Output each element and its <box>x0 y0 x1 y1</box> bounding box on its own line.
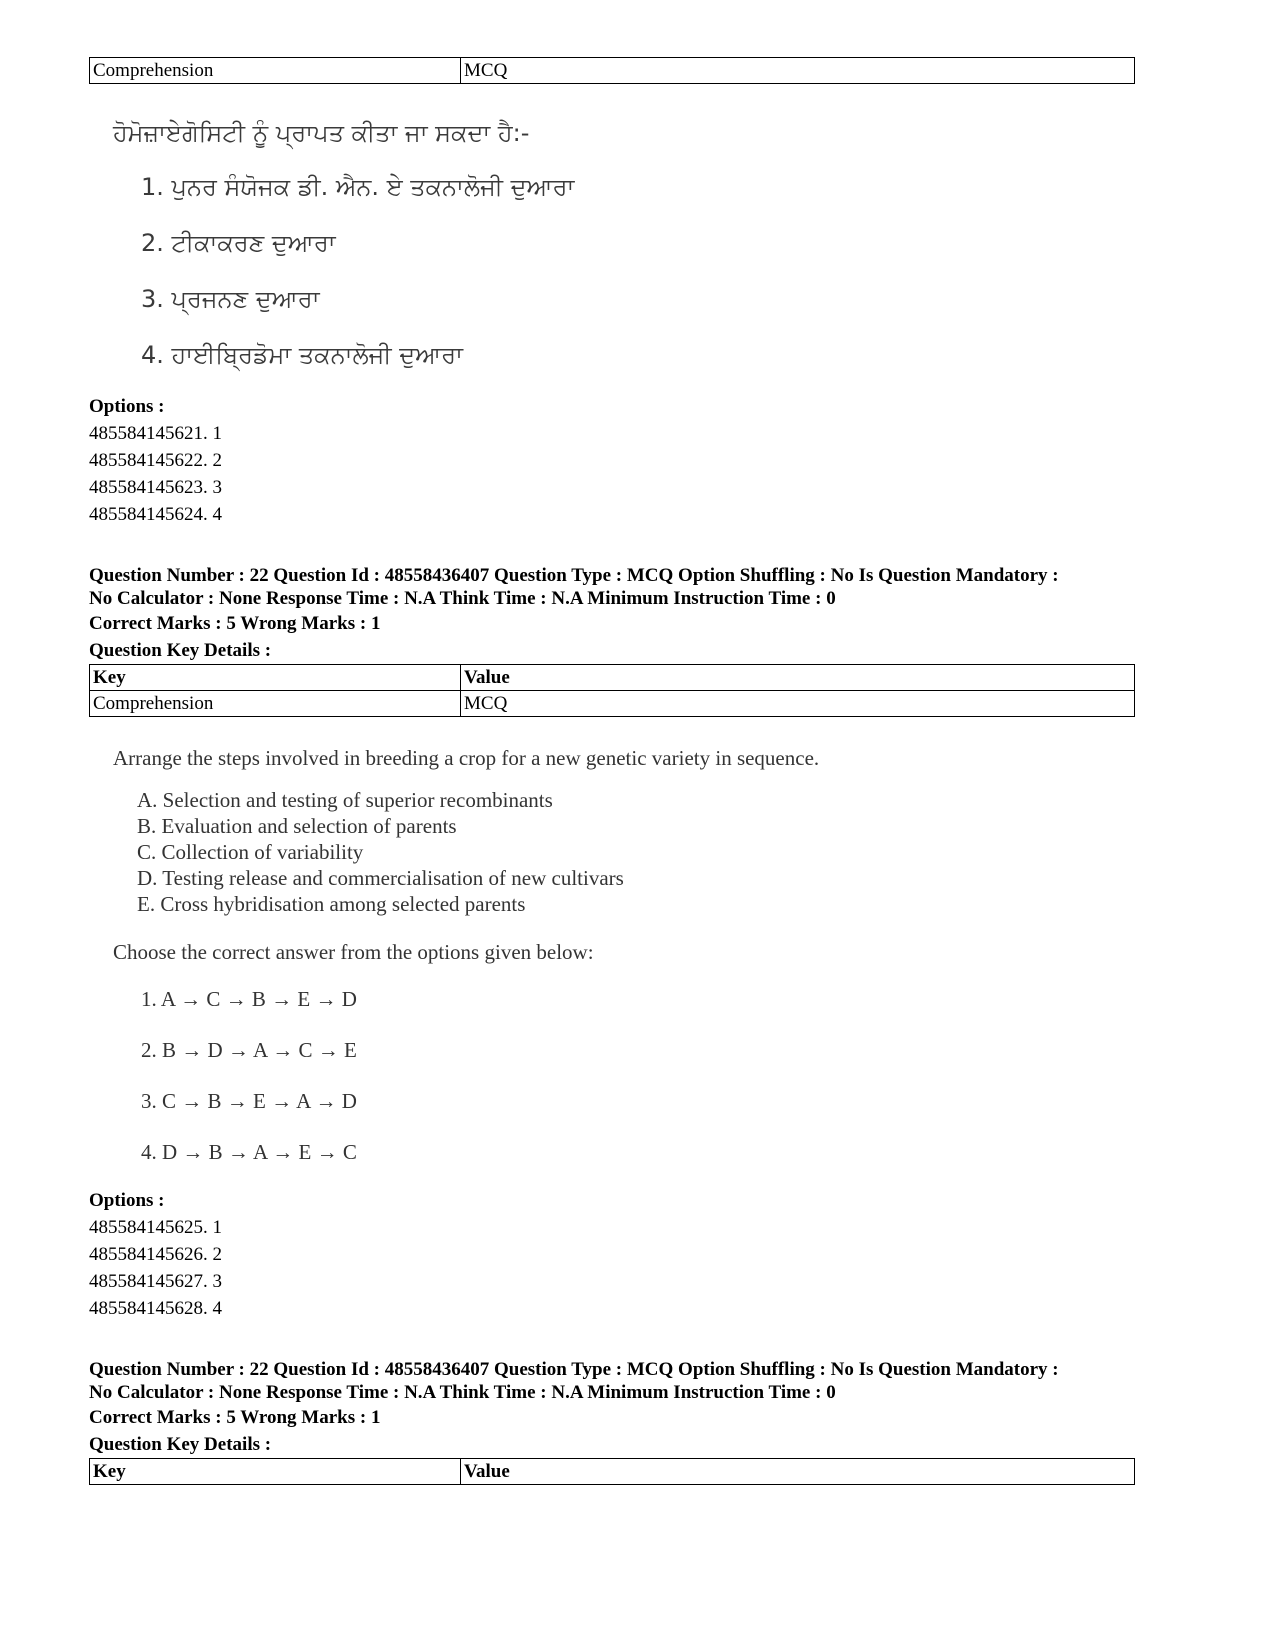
option-line: 485584145622. 2 <box>89 450 222 471</box>
option-line: 485584145621. 1 <box>89 423 222 444</box>
question-choice: 3. C → B → E → A → D <box>141 1089 357 1113</box>
question-choice: 4. D → B → A → E → C <box>141 1140 357 1164</box>
table-cell-key: Comprehension <box>90 691 461 717</box>
option-line: 485584145624. 4 <box>89 504 222 525</box>
question-choice: 4. ਹਾਈਬ੍ਰਿਡੋਮਾ ਤਕਨਾਲੋਜੀ ਦੁਆਰਾ <box>141 341 463 369</box>
table-header-key: Key <box>90 1459 461 1485</box>
question-meta-line: No Calculator : None Response Time : N.A Think Time : N.A Minimum Instruction Time : 0 <box>89 588 836 609</box>
question-choices <box>141 983 1135 1187</box>
option-line: 485584145626. 2 <box>89 1244 222 1265</box>
question-meta-line: No Calculator : None Response Time : N.A Think Time : N.A Minimum Instruction Time : 0 <box>89 1382 836 1403</box>
question-key-table <box>89 664 1135 717</box>
question-choice: 1. A → C → B → E → D <box>141 987 357 1011</box>
question-meta-line: Question Number : 22 Question Id : 48558436407 Question Type : MCQ Option Shuffling : No Is Question Mandatory : <box>89 565 1059 586</box>
options-heading: Options : <box>89 396 165 417</box>
table-row <box>90 58 1135 84</box>
option-line: 485584145625. 1 <box>89 1217 222 1238</box>
table-header-key: Key <box>90 665 461 691</box>
question-image-punjabi <box>113 112 1135 390</box>
question-steps <box>137 787 1135 917</box>
options-block <box>89 1187 1135 1322</box>
options-block <box>89 393 1135 528</box>
table-header-value: Value <box>461 665 1135 691</box>
question-instruction: Choose the correct answer from the options given below: <box>113 940 594 964</box>
table-header-value: Value <box>461 1459 1135 1485</box>
document-page <box>89 57 1135 1485</box>
table-header-row <box>90 665 1135 691</box>
question-stem: Arrange the steps involved in breeding a crop for a new genetic variety in sequence. <box>113 746 820 770</box>
question-key-details-heading: Question Key Details : <box>89 640 272 661</box>
question-marks: Correct Marks : 5 Wrong Marks : 1 <box>89 613 381 634</box>
options-heading: Options : <box>89 1190 165 1211</box>
question-choice: 3. ਪ੍ਰਜਨਣ ਦੁਆਰਾ <box>141 285 320 313</box>
option-line: 485584145623. 3 <box>89 477 222 498</box>
question-stem: ਹੋਮੋਜ਼ਾਏਗੋਸਿਟੀ ਨੂੰ ਪ੍ਰਾਪਤ ਕੀਤਾ ਜਾ ਸਕਦਾ ਹੈ:- <box>113 119 530 147</box>
question-meta-line: Question Number : 22 Question Id : 48558436407 Question Type : MCQ Option Shuffling : No Is Question Mandatory : <box>89 1359 1059 1380</box>
question-marks: Correct Marks : 5 Wrong Marks : 1 <box>89 1407 381 1428</box>
question-key-table <box>89 57 1135 84</box>
table-cell-value: MCQ <box>461 58 1135 84</box>
table-cell-key: Comprehension <box>90 58 461 84</box>
question-step: D. Testing release and commercialisation of new cultivars <box>137 866 624 890</box>
question-step: B. Evaluation and selection of parents <box>137 814 457 838</box>
option-line: 485584145627. 3 <box>89 1271 222 1292</box>
question-header <box>89 564 1135 664</box>
option-line: 485584145628. 4 <box>89 1298 222 1319</box>
question-key-table <box>89 1458 1135 1485</box>
question-image-english <box>113 743 1135 1187</box>
question-key-details-heading: Question Key Details : <box>89 1434 272 1455</box>
question-choices <box>141 166 1135 390</box>
table-row <box>90 691 1135 717</box>
question-choice: 2. ਟੀਕਾਕਰਣ ਦੁਆਰਾ <box>141 229 336 257</box>
question-header <box>89 1358 1135 1458</box>
question-step: C. Collection of variability <box>137 840 364 864</box>
question-step: A. Selection and testing of superior recombinants <box>137 788 553 812</box>
table-cell-value: MCQ <box>461 691 1135 717</box>
table-header-row <box>90 1459 1135 1485</box>
question-choice: 2. B → D → A → C → E <box>141 1038 357 1062</box>
question-step: E. Cross hybridisation among selected parents <box>137 892 526 916</box>
question-choice: 1. ਪੁਨਰ ਸੰਯੋਜਕ ਡੀ. ਐਨ. ਏ ਤਕਨਾਲੋਜੀ ਦੁਆਰਾ <box>141 173 575 201</box>
